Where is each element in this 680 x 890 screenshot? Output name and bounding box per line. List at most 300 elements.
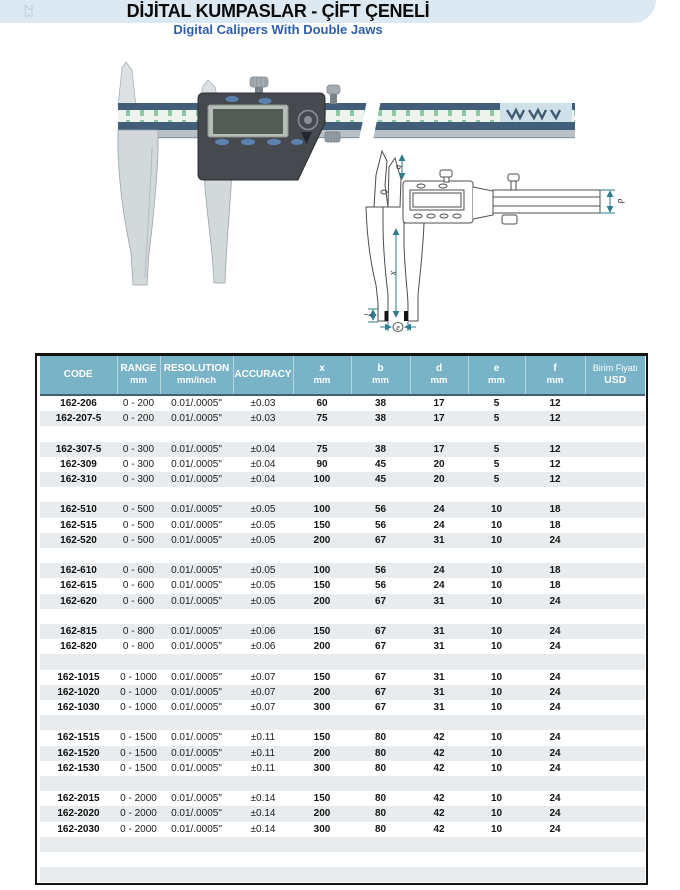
cell-code: 162-510 [60, 504, 97, 516]
cell-accuracy: ±0.14 [250, 823, 276, 835]
column-header: Birim Fiyatı USD [585, 356, 645, 395]
cell-b: 38 [374, 398, 387, 409]
cell-e: 10 [490, 762, 503, 774]
spacer-row [40, 776, 645, 791]
table-row [40, 730, 645, 745]
column-header: e mm [468, 356, 525, 395]
cell-x: 200 [313, 808, 331, 820]
cell-resolution: 0.01/.0005" [171, 823, 222, 835]
cell-code: 162-1515 [57, 732, 100, 744]
cell-d: 24 [433, 565, 445, 577]
cell-b: 80 [374, 747, 387, 759]
cell-code: 162-610 [60, 565, 97, 577]
table-row [40, 746, 645, 761]
cell-f: 24 [549, 686, 561, 698]
cell-price [585, 639, 645, 654]
cell-resolution: 0.01/.0005" [171, 671, 222, 683]
table-row [40, 533, 645, 548]
cell-range: 0 - 500 [122, 534, 155, 546]
cell-e: 10 [490, 686, 503, 698]
cell-resolution [160, 654, 233, 669]
cell-code: 162-2020 [57, 808, 100, 820]
cell-range [117, 609, 160, 624]
cell-f: 24 [549, 595, 561, 607]
cell-accuracy: ±0.04 [250, 474, 276, 485]
fine-adjust-roller [325, 132, 340, 142]
cell-x: 90 [316, 458, 328, 470]
cell-resolution: 0.01/.0005" [171, 443, 222, 455]
cell-f: 24 [549, 732, 561, 744]
cell-accuracy [233, 837, 293, 852]
cell-e [468, 426, 525, 441]
cell-accuracy [233, 867, 293, 882]
cell-b: 56 [374, 565, 387, 577]
cell-price [585, 457, 645, 472]
spacer-row [40, 426, 645, 441]
cell-b: 67 [374, 641, 387, 653]
table-row [40, 761, 645, 776]
cell-e [468, 715, 525, 730]
cell-resolution [160, 548, 233, 563]
cell-e: 10 [490, 625, 503, 637]
cell-price [585, 700, 645, 715]
cell-price [585, 578, 645, 593]
spacer-row [40, 609, 645, 624]
cell-code [40, 609, 117, 624]
table-row [40, 563, 645, 578]
cell-price [585, 746, 645, 761]
cell-range: 0 - 500 [122, 504, 155, 516]
diagram-upper-jaw [374, 151, 388, 207]
cell-range: 0 - 2000 [120, 823, 157, 835]
cell-e: 10 [490, 595, 503, 607]
cell-b: 38 [374, 413, 387, 425]
cell-resolution [160, 426, 233, 441]
cell-d [410, 654, 468, 669]
cell-resolution: 0.01/.0005" [171, 519, 222, 531]
cell-range [117, 715, 160, 730]
cell-range [117, 548, 160, 563]
cell-e: 10 [490, 823, 503, 835]
cell-b [351, 548, 410, 563]
cell-e: 10 [490, 504, 503, 516]
table-row [40, 457, 645, 472]
lcd-screen [213, 109, 283, 134]
cell-range: 0 - 1500 [120, 762, 157, 774]
cell-resolution: 0.01/.0005" [171, 474, 222, 485]
cell-x [293, 609, 351, 624]
dim-label-x: x [389, 271, 399, 275]
cell-code: 162-1520 [57, 747, 100, 759]
cell-price [585, 548, 645, 563]
button [226, 96, 239, 102]
table-body [40, 395, 645, 882]
cell-b: 67 [374, 671, 387, 683]
cell-d: 24 [433, 519, 445, 531]
dim-label-d: d [616, 198, 626, 204]
table-row [40, 822, 645, 837]
table-row [40, 624, 645, 639]
cell-range [117, 867, 160, 882]
cell-d: 31 [433, 534, 445, 546]
cell-b: 67 [374, 701, 387, 713]
cell-price [585, 791, 645, 806]
cell-x [293, 654, 351, 669]
button [291, 139, 303, 145]
cell-resolution [160, 776, 233, 791]
cell-accuracy [233, 715, 293, 730]
cell-range: 0 - 800 [122, 625, 155, 637]
cell-resolution: 0.01/.0005" [171, 641, 222, 653]
cell-range: 0 - 1000 [120, 671, 157, 683]
cell-accuracy: ±0.07 [250, 701, 276, 713]
cell-f: 24 [549, 808, 561, 820]
cell-code: 162-1530 [57, 762, 100, 774]
cell-e: 10 [490, 808, 503, 820]
cell-d [410, 715, 468, 730]
table-row [40, 594, 645, 609]
cell-resolution [160, 852, 233, 867]
cell-e: 10 [490, 565, 503, 577]
cell-b [351, 715, 410, 730]
cell-e: 10 [490, 793, 503, 805]
cell-d [410, 776, 468, 791]
cell-f [525, 548, 585, 563]
cell-f: 24 [549, 625, 561, 637]
cell-price [585, 670, 645, 685]
cell-range: 0 - 200 [122, 398, 155, 409]
cell-f [525, 715, 585, 730]
cell-x: 300 [313, 701, 331, 713]
cell-e: 5 [493, 398, 500, 409]
cell-price [585, 442, 645, 457]
cell-accuracy [233, 426, 293, 441]
cell-f: 12 [549, 413, 561, 425]
cell-price [585, 837, 645, 852]
cell-price [585, 867, 645, 882]
cell-range: 0 - 600 [122, 565, 155, 577]
cell-f [525, 837, 585, 852]
cell-b: 56 [374, 519, 387, 531]
cell-accuracy [233, 609, 293, 624]
cell-b: 56 [374, 580, 387, 592]
table-row [40, 472, 645, 487]
cell-d: 24 [433, 580, 445, 592]
cell-e: 5 [493, 474, 500, 485]
cell-accuracy: ±0.11 [250, 762, 276, 774]
cell-d: 42 [433, 808, 445, 820]
cell-resolution: 0.01/.0005" [171, 534, 222, 546]
cell-x: 200 [313, 595, 331, 607]
cell-accuracy [233, 852, 293, 867]
cell-e: 10 [490, 732, 503, 744]
cell-resolution: 0.01/.0005" [171, 701, 222, 713]
cell-f [525, 426, 585, 441]
column-header: b mm [351, 356, 410, 395]
cell-x: 200 [313, 534, 331, 546]
cell-e: 10 [490, 519, 503, 531]
cell-range [117, 654, 160, 669]
button [215, 139, 229, 145]
cell-range: 0 - 300 [122, 458, 155, 470]
table-row [40, 411, 645, 426]
page-number: 23 [21, 4, 36, 18]
spacer-row [40, 654, 645, 669]
cell-f: 24 [549, 823, 561, 835]
cell-price [585, 502, 645, 517]
cell-f: 24 [549, 747, 561, 759]
cell-code: 162-515 [60, 519, 97, 531]
cell-b: 45 [374, 474, 387, 485]
cell-price [585, 563, 645, 578]
cell-x: 200 [313, 641, 331, 653]
cell-e: 10 [490, 580, 503, 592]
cell-range [117, 852, 160, 867]
cell-b [351, 609, 410, 624]
cell-x: 150 [313, 625, 331, 637]
table-row [40, 578, 645, 593]
cell-f: 24 [549, 671, 561, 683]
cell-b: 67 [374, 686, 387, 698]
cell-x: 60 [316, 398, 328, 409]
cell-code [40, 654, 117, 669]
cell-d: 20 [433, 474, 445, 485]
spacer-row [40, 852, 645, 867]
cell-e [468, 487, 525, 502]
cell-resolution: 0.01/.0005" [171, 398, 222, 409]
cell-f [525, 609, 585, 624]
cell-accuracy: ±0.14 [250, 793, 276, 805]
cell-resolution: 0.01/.0005" [171, 413, 222, 425]
spacer-row [40, 715, 645, 730]
cell-code: 162-310 [60, 474, 97, 485]
cell-price [585, 654, 645, 669]
table-row [40, 685, 645, 700]
column-header: ACCURACY [233, 356, 293, 395]
cell-b: 45 [374, 458, 387, 470]
cell-e: 10 [490, 701, 503, 713]
cell-accuracy [233, 654, 293, 669]
cell-d: 17 [433, 398, 445, 409]
cell-d: 17 [433, 443, 445, 455]
cell-d: 17 [433, 413, 445, 425]
cell-accuracy: ±0.06 [250, 625, 276, 637]
cell-code: 162-1020 [57, 686, 100, 698]
header-titles [0, 1, 556, 37]
cell-b [351, 837, 410, 852]
cell-x: 200 [313, 747, 331, 759]
cell-f: 24 [549, 762, 561, 774]
cell-d: 20 [433, 458, 445, 470]
cell-f [525, 487, 585, 502]
cell-x: 100 [313, 504, 331, 516]
cell-b: 80 [374, 732, 387, 744]
cell-b [351, 867, 410, 882]
cell-b: 80 [374, 762, 387, 774]
cell-code [40, 715, 117, 730]
cell-f [525, 776, 585, 791]
cell-code [40, 776, 117, 791]
cell-code [40, 837, 117, 852]
brand-logo [500, 103, 572, 122]
cell-f: 12 [549, 398, 561, 409]
table-row [40, 639, 645, 654]
cell-code: 162-207-5 [55, 413, 102, 425]
cell-x [293, 852, 351, 867]
cell-x [293, 715, 351, 730]
cell-d: 42 [433, 762, 445, 774]
clamp-screw [327, 85, 340, 104]
cell-code: 162-309 [60, 458, 97, 470]
table-row [40, 700, 645, 715]
cell-b: 80 [374, 793, 387, 805]
cell-price [585, 472, 645, 487]
cell-b [351, 487, 410, 502]
cell-accuracy: ±0.05 [250, 595, 276, 607]
button [267, 139, 281, 145]
spacer-row [40, 487, 645, 502]
column-header: CODE [40, 356, 117, 395]
column-header: RESOLUTION mm/inch [160, 356, 233, 395]
cell-resolution: 0.01/.0005" [171, 595, 222, 607]
cell-x: 150 [313, 793, 331, 805]
cell-range [117, 837, 160, 852]
cell-resolution: 0.01/.0005" [171, 458, 222, 470]
cell-code: 162-2015 [57, 793, 100, 805]
cell-b: 67 [374, 534, 387, 546]
cell-resolution: 0.01/.0005" [171, 504, 222, 516]
cell-e: 5 [493, 458, 500, 470]
cell-range: 0 - 300 [122, 443, 155, 455]
column-header: f mm [525, 356, 585, 395]
cell-d [410, 548, 468, 563]
cell-b: 38 [374, 443, 387, 455]
cell-code: 162-615 [60, 580, 97, 592]
cell-code: 162-815 [60, 625, 97, 637]
cell-accuracy: ±0.07 [250, 686, 276, 698]
cell-e [468, 837, 525, 852]
cell-price [585, 426, 645, 441]
cell-d: 31 [433, 671, 445, 683]
caliper-diagram [360, 145, 670, 335]
cell-f: 24 [549, 701, 561, 713]
cell-x [293, 867, 351, 882]
table-header-row [40, 356, 645, 395]
cell-accuracy: ±0.05 [250, 504, 276, 516]
button [241, 139, 255, 145]
cell-accuracy: ±0.03 [250, 398, 276, 409]
cell-x: 100 [313, 565, 331, 577]
cell-e [468, 548, 525, 563]
cell-range: 0 - 1000 [120, 701, 157, 713]
cell-f [525, 867, 585, 882]
diagram-lower-jaw-fixed [366, 207, 388, 321]
cell-price [585, 594, 645, 609]
cell-price [585, 715, 645, 730]
cell-f [525, 852, 585, 867]
cell-range [117, 426, 160, 441]
cell-b: 80 [374, 823, 387, 835]
diagram-lower-jaw-movable [404, 223, 424, 321]
cell-code [40, 487, 117, 502]
cell-range: 0 - 2000 [120, 793, 157, 805]
cell-accuracy: ±0.11 [250, 747, 276, 759]
digital-display-unit [198, 93, 325, 180]
table-row [40, 502, 645, 517]
cell-x: 150 [313, 732, 331, 744]
cell-b [351, 852, 410, 867]
cell-price [585, 806, 645, 821]
cell-range: 0 - 1500 [120, 732, 157, 744]
page-subtitle: Digital Calipers With Double Jaws [173, 22, 383, 37]
dim-label-e: e [396, 323, 400, 332]
cell-code [40, 548, 117, 563]
cell-price [585, 518, 645, 533]
cell-x: 200 [313, 686, 331, 698]
cell-d [410, 426, 468, 441]
cell-code: 162-620 [60, 595, 97, 607]
cell-resolution: 0.01/.0005" [171, 686, 222, 698]
table-row [40, 442, 645, 457]
spacer-row [40, 867, 645, 882]
cell-accuracy: ±0.14 [250, 808, 276, 820]
cell-b [351, 426, 410, 441]
cell-code: 162-1015 [57, 671, 100, 683]
column-header: RANGE mm [117, 356, 160, 395]
cell-f: 18 [549, 565, 561, 577]
cell-d: 42 [433, 747, 445, 759]
table-row [40, 395, 645, 411]
cell-range: 0 - 600 [122, 580, 155, 592]
spacer-row [40, 837, 645, 852]
cell-e: 10 [490, 747, 503, 759]
cell-x: 300 [313, 823, 331, 835]
cell-accuracy: ±0.05 [250, 565, 276, 577]
cell-resolution [160, 609, 233, 624]
cell-accuracy: ±0.06 [250, 641, 276, 653]
cell-d [410, 487, 468, 502]
cell-price [585, 395, 645, 411]
cell-code: 162-520 [60, 534, 97, 546]
upper-jaw-fixed [118, 62, 136, 106]
cell-price [585, 487, 645, 502]
cell-x: 150 [313, 519, 331, 531]
cell-range: 0 - 2000 [120, 808, 157, 820]
cell-range: 0 - 600 [122, 595, 155, 607]
cell-range: 0 - 1500 [120, 747, 157, 759]
cell-f: 24 [549, 534, 561, 546]
column-header: x mm [293, 356, 351, 395]
page-title: DİJİTAL KUMPASLAR - ÇİFT ÇENELİ [126, 1, 430, 21]
cell-code: 162-820 [60, 641, 97, 653]
cell-f: 12 [549, 443, 561, 455]
cell-range [117, 487, 160, 502]
cell-b: 67 [374, 595, 387, 607]
cell-code: 162-2030 [57, 823, 100, 835]
spec-table [35, 353, 648, 885]
cell-e [468, 654, 525, 669]
cell-f [525, 654, 585, 669]
cell-d: 31 [433, 595, 445, 607]
cell-resolution [160, 487, 233, 502]
cell-range [117, 776, 160, 791]
cell-accuracy: ±0.05 [250, 519, 276, 531]
cell-d: 31 [433, 686, 445, 698]
cell-price [585, 685, 645, 700]
cell-f: 12 [549, 474, 561, 485]
cell-b: 80 [374, 808, 387, 820]
cell-resolution: 0.01/.0005" [171, 808, 222, 820]
